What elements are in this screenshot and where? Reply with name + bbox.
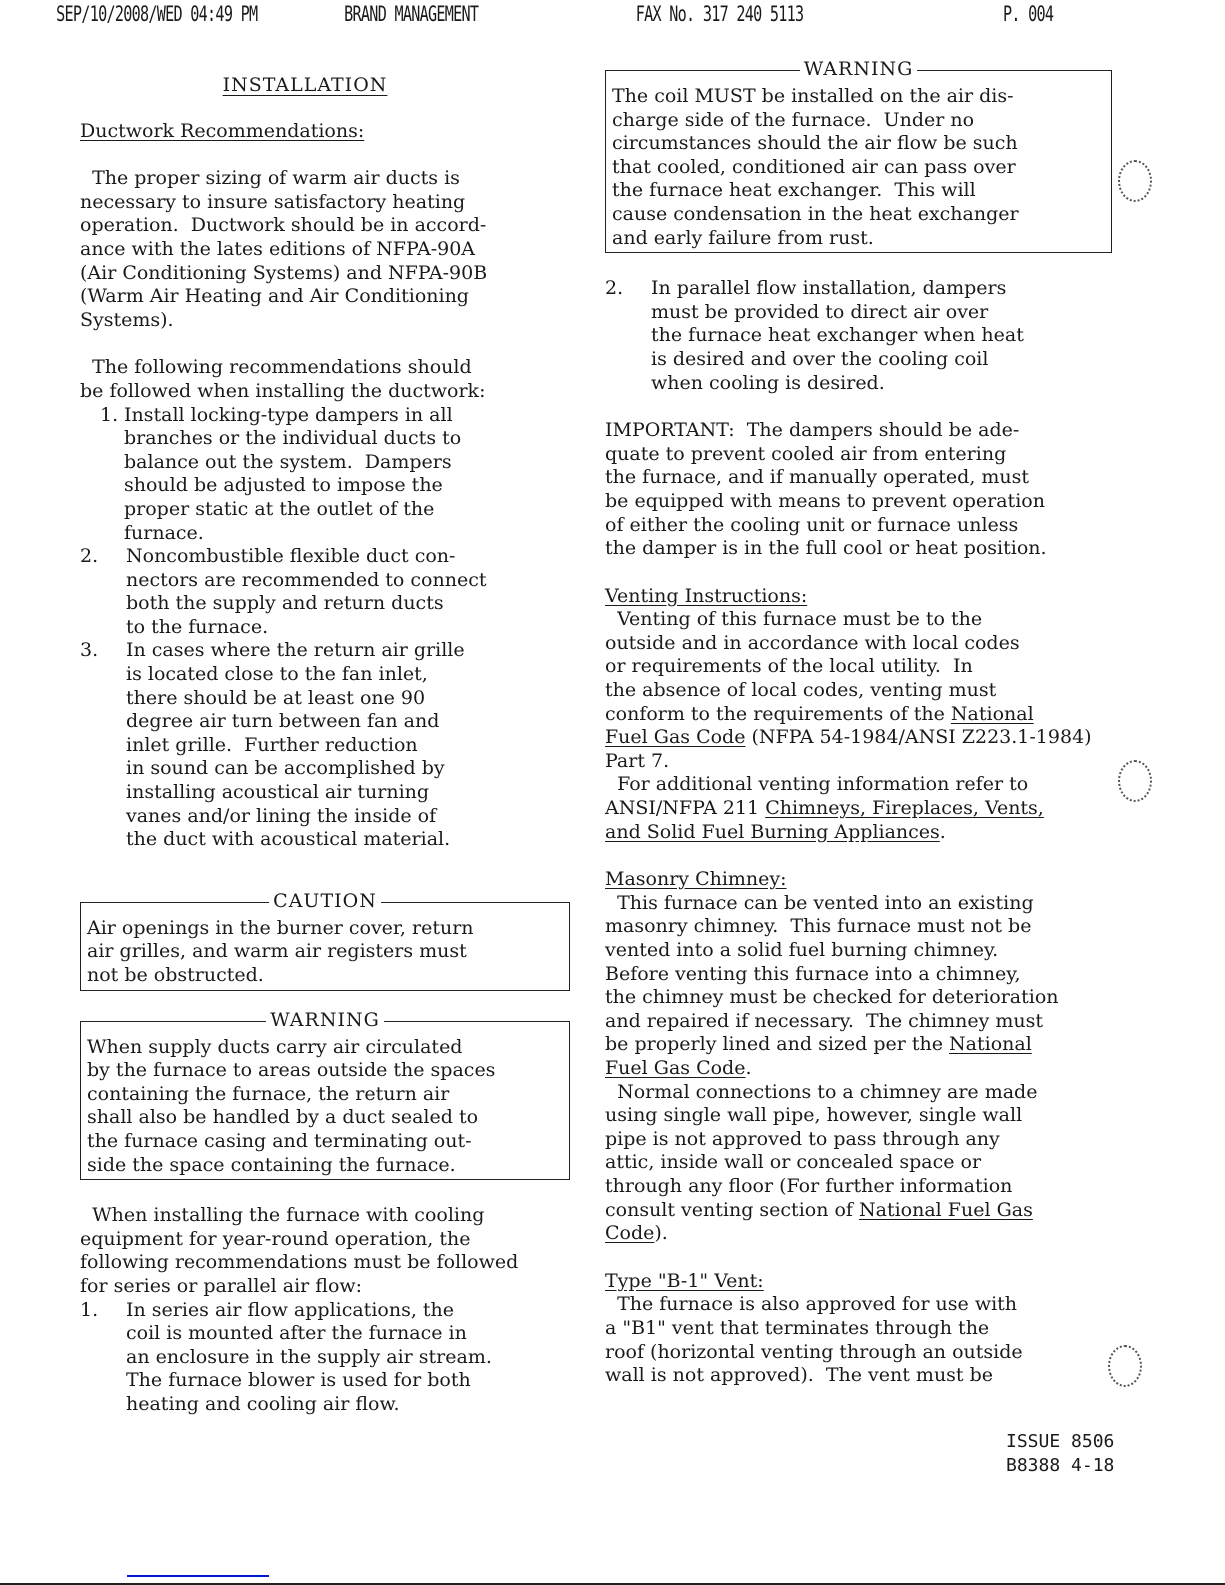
scan-artifact-bar bbox=[127, 1575, 269, 1577]
fax-page-number: P. 004 bbox=[1002, 2, 1054, 26]
item-number: 1. bbox=[100, 403, 119, 426]
recommendations-intro: The following recommendations should be followed when installing the ductwork: bbox=[80, 356, 486, 402]
fax-number: FAX No. 317 240 5113 bbox=[635, 2, 804, 26]
fax-sender: BRAND MANAGEMENT bbox=[344, 2, 479, 26]
recommendation-item: 1. Install locking-type dampers in all branches or the individual ducts to balance out the system. Dampers should be adjusted to impose the proper static at the outlet of the furnace. bbox=[100, 403, 462, 544]
punch-hole-icon bbox=[1108, 1345, 1142, 1387]
chimneys-standard-ref: Chimneys, Fireplaces, Vents, bbox=[765, 797, 1044, 820]
right-column bbox=[605, 58, 1165, 1388]
cooling-item: 1. In series air flow applications, the coil is mounted after the furnace in an enclosure in the supply air stream. The furnace blower is used for both heating and cooling air flow. bbox=[80, 1298, 492, 1415]
fax-header bbox=[0, 2, 1054, 32]
page-title: INSTALLATION bbox=[222, 74, 388, 96]
masonry-chimney-section: Masonry Chimney: This furnace can be vented into an existing masonry chimney. This furnace must not be vented into a solid fuel burning chimney. Before venting this furnace into a chimney, the chimney must be checked for deterioration and repaired if necessary. The chimney must be properly lined and sized per the National Fuel Gas Code. Normal connections to a chimney are made using single wall pipe, however, single wall pipe is not approved to pass through any attic, inside wall or concealed space or through any floor (For further information consult venting section of National Fuel Gas Code). bbox=[605, 868, 1165, 1246]
punch-hole-icon bbox=[1118, 160, 1152, 202]
recommendation-item: 2. Noncombustible flexible duct con- nectors are recommended to connect both the supply and return ducts to the furnace. bbox=[80, 545, 487, 638]
venting-heading: Venting Instructions: bbox=[605, 584, 808, 607]
cooling-intro-paragraph: When installing the furnace with cooling equipment for year-round operation, the following recommendations must be followed for series or parallel air flow: bbox=[80, 1204, 519, 1297]
warning-label: WARNING bbox=[81, 1008, 569, 1032]
b1-vent-heading: Type "B-1" Vent: bbox=[605, 1269, 764, 1292]
item-number: 2. bbox=[605, 277, 624, 300]
recommendation-item: 3. In cases where the return air grille is located close to the fan inlet, there should be at least one 90 degree air turn between fan and inlet grille. Further reduction in sound can be accomplished by installing acoustical air turning vanes and/or lining the inside of the duct with acoustical material. bbox=[80, 639, 465, 851]
warning-box-coil: WARNING The coil MUST be installed on the air dis- charge side of the furnace. Under no circumstances should the air flow be such that cooled, conditioned air can pass over the furnace heat exchanger. This will cause condensation in the heat exchanger and early failure from rust. bbox=[605, 70, 1112, 253]
important-note: IMPORTANT: The dampers should be ade- quate to prevent cooled air from entering the furnace, and if manually operated, must be equipped with means to prevent operation of either the cooling unit or furnace unless the damper is in the full cool or heat position. bbox=[605, 419, 1047, 560]
warning-box-return-air: WARNING When supply ducts carry air circulated by the furnace to areas outside the spaces containing the furnace, the return air shall also be handled by a duct sealed to the furnace casing and terminating out- side the space containing the furnace. bbox=[80, 1021, 570, 1181]
venting-section: Venting Instructions: Venting of this furnace must be to the outside and in accordance with local codes or requirements of the local utility. In the absence of local codes, venting must conform to the requirements of the National Fuel Gas Code (NFPA 54-1984/ANSI Z223.1-1984) Part 7. For additional venting information refer to ANSI/NFPA 211 Chimneys, Fireplaces, Vents, and Solid Fuel Burning Appliances. bbox=[605, 585, 1165, 845]
b1-vent-section: Type "B-1" Vent: The furnace is also approved for use with a "B1" vent that terminates through the roof (horizontal venting through an outside wall is not approved). The vent must be bbox=[605, 1270, 1165, 1388]
left-column bbox=[80, 74, 570, 1417]
punch-hole-icon bbox=[1118, 760, 1152, 802]
caution-label: CAUTION bbox=[81, 889, 569, 913]
ductwork-heading: Ductwork Recommendations: bbox=[80, 119, 365, 142]
national-fuel-gas-code-ref: National bbox=[950, 702, 1034, 725]
item-number: 1. bbox=[80, 1298, 99, 1321]
warning-label: WARNING bbox=[606, 57, 1111, 81]
caution-box: CAUTION Air openings in the burner cover, return air grilles, and warm air registers must not be obstructed. bbox=[80, 902, 570, 991]
item-number: 3. bbox=[80, 639, 99, 662]
masonry-heading: Masonry Chimney: bbox=[605, 868, 787, 891]
issue-stamp: ISSUE 8506 B8388 4-18 bbox=[1006, 1431, 1115, 1476]
cooling-item: 2. In parallel flow installation, dampers must be provided to direct air over the furnace heat exchanger when heat is desired and over the cooling coil when cooling is desired. bbox=[605, 277, 1024, 394]
ductwork-intro-paragraph: The proper sizing of warm air ducts is necessary to insure satisfactory heating operation. Ductwork should be in accord- ance with the lates editions of NFPA-90A (Air Conditioning Systems) and NFPA-90B (Warm Air Heating and Air Conditioning Systems). bbox=[80, 167, 488, 331]
fax-timestamp: SEP/10/2008/WED 04:49 PM bbox=[56, 2, 258, 26]
item-number: 2. bbox=[80, 545, 99, 568]
